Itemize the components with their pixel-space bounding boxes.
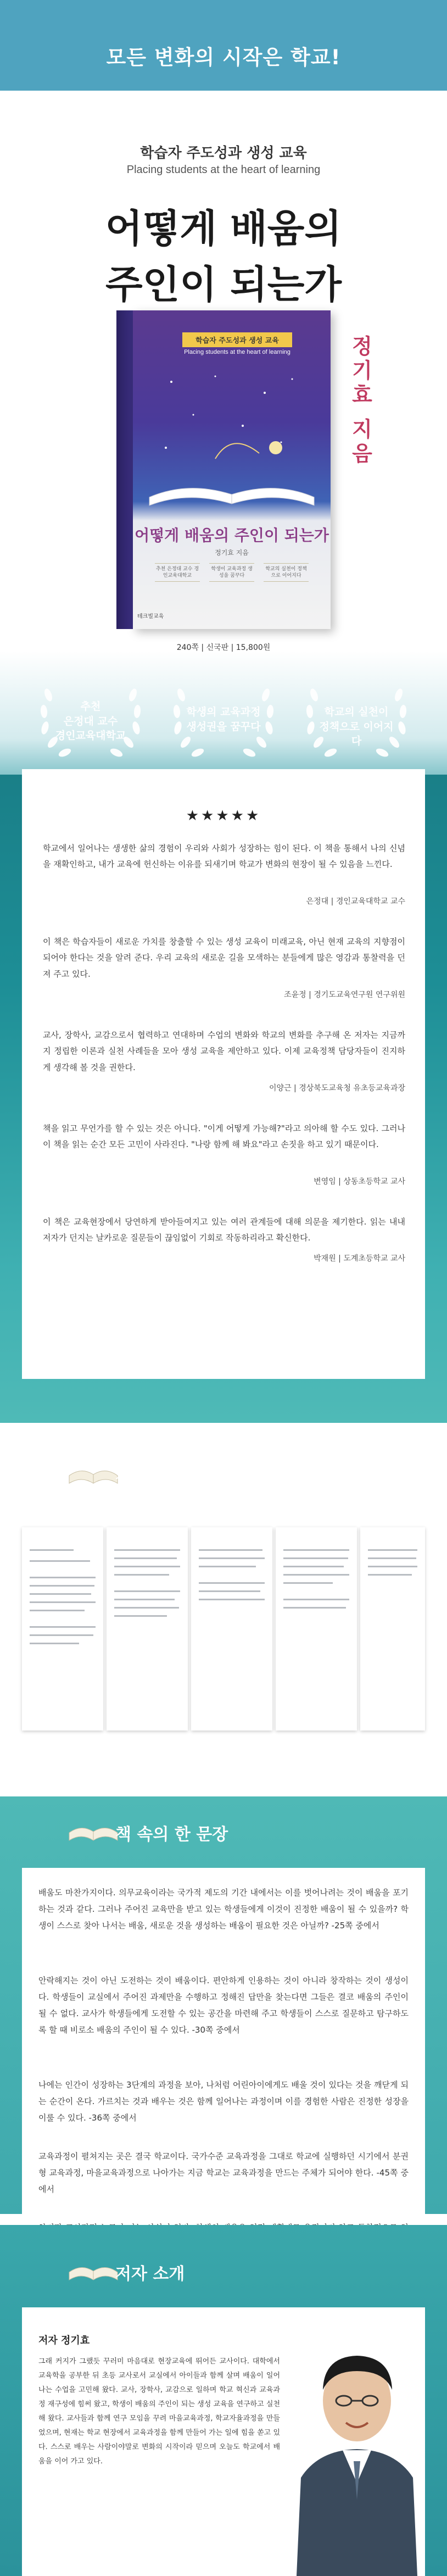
book-cover-image	[116, 310, 331, 629]
cover-open-book-illustration	[144, 475, 320, 508]
quote-text: 배움도 마찬가지이다. 의무교육이라는 국가적 제도의 기간 내에서는 이를 벗어나려는 것이 배움을 포기하는 것과 같다. 그러나 주어진 교육만을 받고 있는 학생들에게 이것이 진정한 배움이 될 수 있을까? 학생이 스스로 찾아 나서는 배움, 새로운 것을 생성하는 배움이 필요한 것은 아닐까? -25쪽 중에서	[38, 1888, 409, 1930]
review-text: 교사, 장학사, 교감으로서 협력하고 연대하며 수업의 변화와 학교의 변화를 추구해 온 저자는 지금까지 정립한 이론과 실천 사례들을 모아 생성 교육을 제안하고 있다. 이제 교육정책 담당자들이 진지하게 생각해 볼 것을 권한다.	[43, 1030, 405, 1072]
review-source: 이양근 | 경상북도교육청 유초등교육과장	[269, 1084, 405, 1093]
author-name: 저자 정기효	[38, 2335, 90, 2346]
cover-title: 어떻게 배움의 주인이 되는가	[135, 526, 329, 544]
laurel-text	[182, 705, 265, 734]
vertical-author: 정기효 지음	[348, 335, 372, 467]
inside-pages-thumbnails	[0, 1527, 447, 1731]
laurel-line: 생성권을 꿈꾸다	[186, 720, 261, 733]
laurel-badges	[33, 673, 414, 766]
book-front-cover	[133, 310, 331, 629]
review-source: 박재원 | 도계초등학교 교사	[314, 1254, 405, 1263]
book-spine	[116, 310, 133, 629]
review-text: 학교에서 일어나는 생생한 삶의 경험이 우리와 사회가 성장하는 힘이 된다. 이 책을 통해서 나의 신념을 재확인하고, 내가 교육에 헌신하는 이유를 되새기며 학교가 변화의 현장이 될 수 있음을 느낀다.	[43, 843, 405, 870]
section-label: 책 속으로	[115, 1468, 185, 1487]
cover-badge: 학생이 교육과정 생성을 꿈꾸다	[209, 563, 254, 582]
laurel-badge	[299, 673, 414, 766]
cover-tag: 학습자 주도성과 생성 교육	[182, 332, 292, 347]
laurel-line: 학교의 실천이	[324, 706, 389, 718]
author-bio: 그래 커지가 그랬듯 꾸러미 마음대로 현장교육에 뛰어든 교사이다. 대학에서 교육학을 공부한 뒤 초등 교사로서 교실에서 아이들과 함께 살며 배움이 일어나는 수업을 고민해 왔다. 교사, 장학사, 교감으로 일하며 학교 혁신과 교육과정 재구성에 힘써 왔고, 학생이 배움의 주인이 되는 생성 교육을 연구하고 실천해 왔다. 교사들과 함께 연구 모임을 꾸려 마을교육과정, 학교자율과정을 만들었으며, 현재는 학교 현장에서 교육과정을 함께 만들어 가는 일에 힘을 쏟고 있다. 스스로 배우는 사람이야말로 변화의 시작이라 믿으며 오늘도 학교에서 배움을 이어 가고 있다.	[38, 2357, 280, 2466]
open-book-icon	[66, 2247, 121, 2291]
laurel-text	[315, 705, 398, 749]
laurel-badge	[166, 673, 281, 766]
open-book-icon	[66, 1807, 121, 1851]
laurel-text	[49, 699, 132, 743]
cover-author: 정기효 지음	[215, 549, 249, 557]
laurel-line: 학생의 교육과정	[186, 706, 261, 718]
quote-text: 교육과정이 펼쳐지는 곳은 결국 학교이다. 국가수준 교육과정을 그대로 학교에 실행하던 시기에서 분권형 교육과정, 마을교육과정으로 나아가는 지금 학교는 교육과정을 만드는 주체가 되어야 한다. -45쪽 중에서	[38, 2151, 409, 2194]
banner-title: 모든 변화의 시작은 학교!	[106, 46, 341, 69]
top-banner	[0, 0, 447, 91]
cover-badge: 추천 은정대 교수 경인교육대학교	[155, 563, 200, 582]
cover-sky-illustration	[149, 365, 314, 475]
laurel-line: 경인교육대학교	[55, 730, 126, 742]
review-source: 변영임 | 상동초등학교 교사	[314, 1177, 405, 1186]
book-subtitle-en: Placing students at the heart of learning	[126, 164, 321, 176]
section-label: 책 속의 한 문장	[115, 1825, 228, 1844]
author-box	[22, 2307, 425, 2576]
quote-text: 안락해지는 것이 아닌 도전하는 것이 배움이다. 편안하게 인용하는 것이 아니라 창작하는 것이 생성이다. 학생들이 교실에서 주어진 과제만을 수행하고 정해진 답만을 찾는다면 그들은 결코 배움의 주인이 될 수 없다. 교사가 학생들에게 도전할 수 있는 공간을 마련해 주고 학생들이 스스로 질문하고 탐구하도록 할 때 비로소 배움의 주인이 될 수 있다. -30쪽 중에서	[38, 1976, 409, 2035]
page-thumbnail	[22, 1527, 103, 1731]
page-thumbnail	[191, 1527, 272, 1731]
laurel-badge	[33, 673, 148, 766]
book-meta: 240쪽 | 신국판 | 15,800원	[176, 643, 271, 652]
review-source: 조윤정 | 경기도교육연구원 연구위원	[284, 991, 405, 999]
page-thumbnail	[276, 1527, 357, 1731]
cover-subtitle-en: Placing students at the heart of learning	[184, 349, 290, 355]
review-text: 이 책은 학습자들이 새로운 가치를 창출할 수 있는 생성 교육이 미래교육, 아닌 현재 교육의 지향점이 되어야 한다는 것을 알려 준다. 우리 교육의 새로운 길을 모색하는 분들에게 많은 영감과 통찰력을 던져 주고 있다.	[43, 937, 405, 979]
review-text: 이 책은 교육현장에서 당연하게 받아들여지고 있는 여러 관계들에 대해 의문을 제기한다. 읽는 내내 저자가 던지는 날카로운 질문들이 끊임없이 기회로 작동하리라고 확신한다.	[43, 1217, 405, 1243]
rating-stars: ★★★★★	[186, 808, 261, 824]
laurel-line: 정책으로 이어지다	[319, 720, 394, 748]
book-subtitle: 학습자 주도성과 생성 교육	[140, 145, 307, 162]
review-source: 은정대 | 경인교육대학교 교수	[306, 897, 405, 906]
review-text: 책을 읽고 무언가를 할 수 있는 것은 아니다. "이게 어떻게 가능해?"라고 의아해 할 수도 있다. 그러나 이 책을 읽는 순간 모든 고민이 사라진다. "나랑 함께 해 봐요"라고 손짓을 하고 있기 때문이다.	[43, 1123, 405, 1150]
quote-text: 나에는 인간이 성장하는 3단계의 과정을 보아, 나처럼 어린아이에게도 배울 것이 있다는 것을 깨닫게 되는 순간이 온다. 가르치는 것과 배우는 것은 함께 일어나는 과정이며 이를 경험한 사람은 진정한 성장을 이룰 수 있다. -36쪽 중에서	[38, 2080, 409, 2123]
reviews-box	[22, 769, 425, 1379]
laurel-line: 은정대 교수	[63, 715, 118, 727]
page-thumbnail	[360, 1527, 425, 1731]
section-label: 저자 소개	[115, 2265, 185, 2284]
page-thumbnail	[107, 1527, 188, 1731]
cover-badges	[155, 563, 309, 582]
author-photo	[286, 2318, 425, 2576]
cover-publisher: 테크빌교육	[137, 614, 164, 620]
cover-badge: 학교의 실천이 정책으로 이어지다	[264, 563, 309, 582]
book-title-line2: 주인이 되는가	[105, 262, 342, 307]
laurel-line: 추천	[80, 700, 101, 713]
book-title-line1: 어떻게 배움의	[105, 206, 342, 251]
open-book-icon	[66, 1450, 121, 1494]
